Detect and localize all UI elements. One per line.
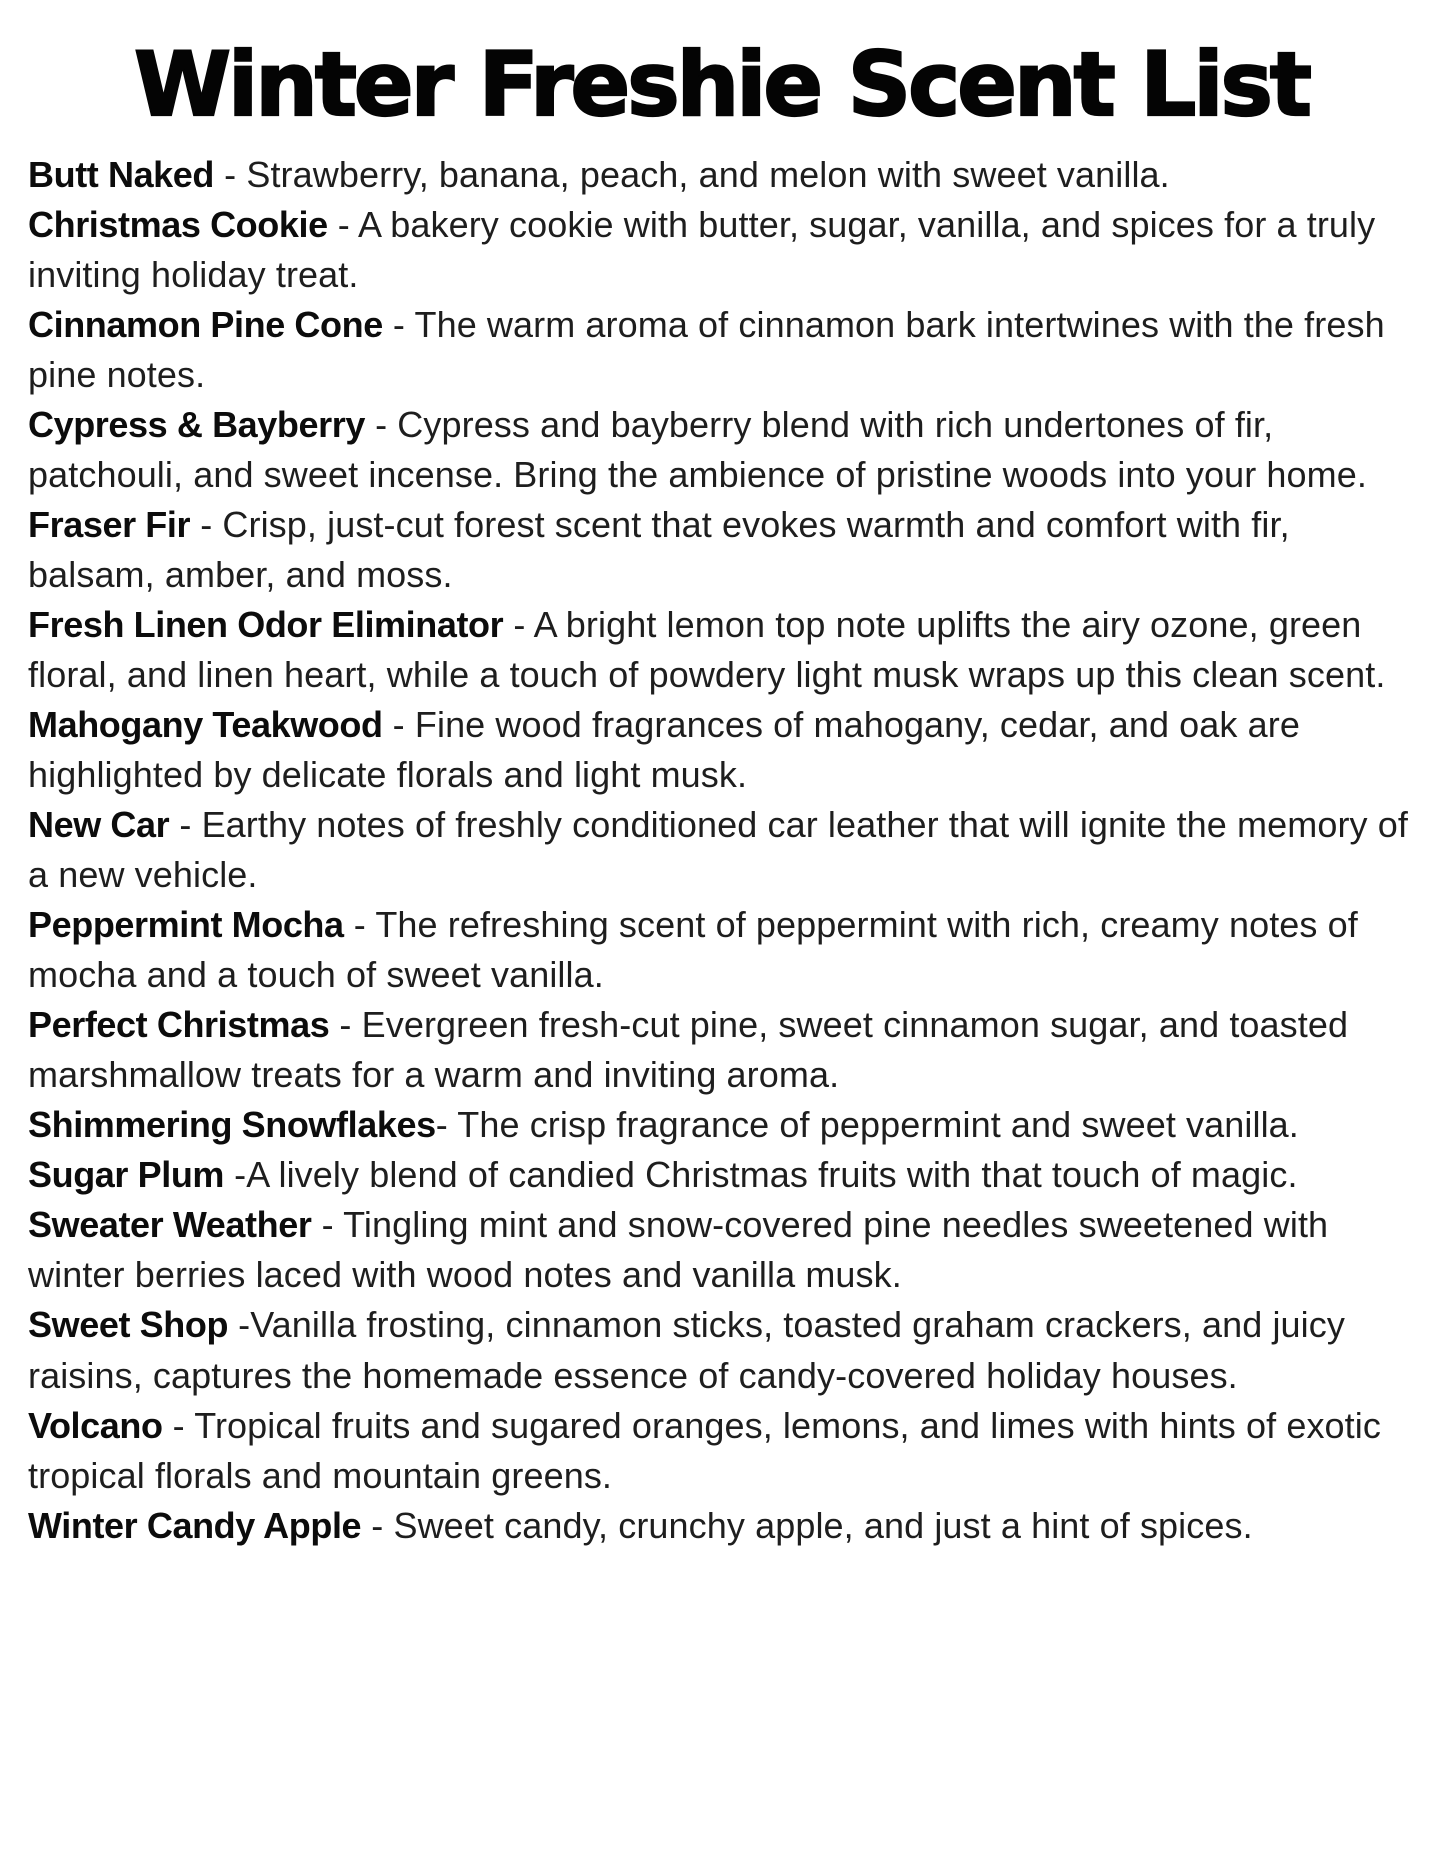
scent-description: Tingling mint and snow-covered pine needles sweetened with winter berries laced with wood notes and vanilla musk. xyxy=(28,1204,1329,1296)
scent-description: Earthy notes of freshly conditioned car leather that will ignite the memory of a new vehicle. xyxy=(28,804,1408,896)
scent-name: Peppermint Mocha xyxy=(28,904,344,946)
scent-description: Evergreen fresh-cut pine, sweet cinnamon sugar, and toasted marshmallow treats for a warm and inviting aroma. xyxy=(28,1004,1349,1096)
scent-description: Fine wood fragrances of mahogany, cedar, and oak are highlighted by delicate florals and light musk. xyxy=(28,704,1300,796)
scent-description: A lively blend of candied Christmas fruits with that touch of magic. xyxy=(246,1154,1298,1196)
scent-description: Sweet candy, crunchy apple, and just a hint of spices. xyxy=(393,1504,1253,1546)
scent-description: The crisp fragrance of peppermint and sweet vanilla. xyxy=(457,1104,1299,1146)
scent-separator: - xyxy=(169,804,202,846)
scent-separator: - xyxy=(435,1104,458,1146)
scent-name: Sweater Weather xyxy=(28,1204,312,1246)
scent-entry xyxy=(28,1100,1415,1150)
scent-entry xyxy=(28,1401,1415,1501)
scent-entry xyxy=(28,150,1415,200)
scent-name: Winter Candy Apple xyxy=(28,1504,362,1546)
scent-entry xyxy=(28,400,1415,500)
scent-description: A bakery cookie with butter, sugar, vanilla, and spices for a truly inviting holiday treat. xyxy=(28,203,1376,295)
scent-description: Cypress and bayberry blend with rich undertones of fir, patchouli, and sweet incense. Bring the ambience of pristine woods into your home. xyxy=(28,403,1367,495)
scent-name: Cypress & Bayberry xyxy=(28,403,365,445)
scent-name: Mahogany Teakwood xyxy=(28,704,383,746)
scent-separator: - xyxy=(343,904,376,946)
scent-entry xyxy=(28,700,1415,800)
scent-separator: - xyxy=(311,1204,344,1246)
scent-name: Volcano xyxy=(28,1404,163,1446)
scent-separator: - xyxy=(361,1504,394,1546)
scent-description: Vanilla frosting, cinnamon sticks, toasted graham crackers, and juicy raisins, captures the homemade essence of candy-covered holiday houses. xyxy=(28,1304,1345,1396)
scent-separator: - xyxy=(162,1404,195,1446)
scent-entry xyxy=(28,800,1415,900)
scent-entry xyxy=(28,200,1415,300)
scent-entry xyxy=(28,1200,1415,1300)
scent-description: The warm aroma of cinnamon bark intertwines with the fresh pine notes. xyxy=(28,303,1385,395)
scent-name: Fraser Fir xyxy=(28,503,191,545)
scent-entry xyxy=(28,1300,1415,1400)
scent-name: Sweet Shop xyxy=(28,1304,229,1346)
scent-entry xyxy=(28,1000,1415,1100)
scent-description: A bright lemon top note uplifts the airy ozone, green floral, and linen heart, while a touch of powdery light musk wraps up this clean scent. xyxy=(28,604,1386,696)
scent-separator: - xyxy=(329,1004,362,1046)
scent-separator: - xyxy=(382,704,415,746)
scent-separator: - xyxy=(364,403,398,445)
scent-separator: - xyxy=(214,153,247,195)
scent-separator: - xyxy=(190,503,223,545)
page-title: Winter Freshie Scent List xyxy=(133,33,1309,136)
scent-separator: - xyxy=(382,303,415,345)
scent-description: The refreshing scent of peppermint with rich, creamy notes of mocha and a touch of sweet vanilla. xyxy=(28,904,1358,996)
scent-name: Sugar Plum xyxy=(28,1154,225,1196)
scent-separator: - xyxy=(503,604,534,646)
scent-description: Crisp, just-cut forest scent that evokes warmth and comfort with fir, balsam, amber, and moss. xyxy=(28,503,1290,595)
scent-name: Christmas Cookie xyxy=(28,203,328,245)
scent-entry xyxy=(28,1501,1415,1551)
scent-description: Strawberry, banana, peach, and melon with sweet vanilla. xyxy=(246,153,1170,195)
scent-name: Perfect Christmas xyxy=(28,1004,330,1046)
scent-name: Shimmering Snowflakes xyxy=(28,1104,436,1146)
scent-separator: - xyxy=(224,1154,247,1196)
scent-entry xyxy=(28,300,1415,400)
scent-entry xyxy=(28,900,1415,1000)
scent-name: New Car xyxy=(28,804,170,846)
scent-entry xyxy=(28,1150,1415,1200)
scent-separator: - xyxy=(327,203,359,245)
scent-name: Fresh Linen Odor Eliminator xyxy=(28,604,504,646)
scent-entry xyxy=(28,600,1415,700)
scent-description: Tropical fruits and sugared oranges, lemons, and limes with hints of exotic tropical florals and mountain greens. xyxy=(28,1404,1381,1496)
scent-name: Butt Naked xyxy=(28,153,215,195)
scent-list xyxy=(28,150,1415,1551)
scent-entry xyxy=(28,500,1415,600)
scent-separator: - xyxy=(228,1304,251,1346)
scent-name: Cinnamon Pine Cone xyxy=(28,303,383,345)
